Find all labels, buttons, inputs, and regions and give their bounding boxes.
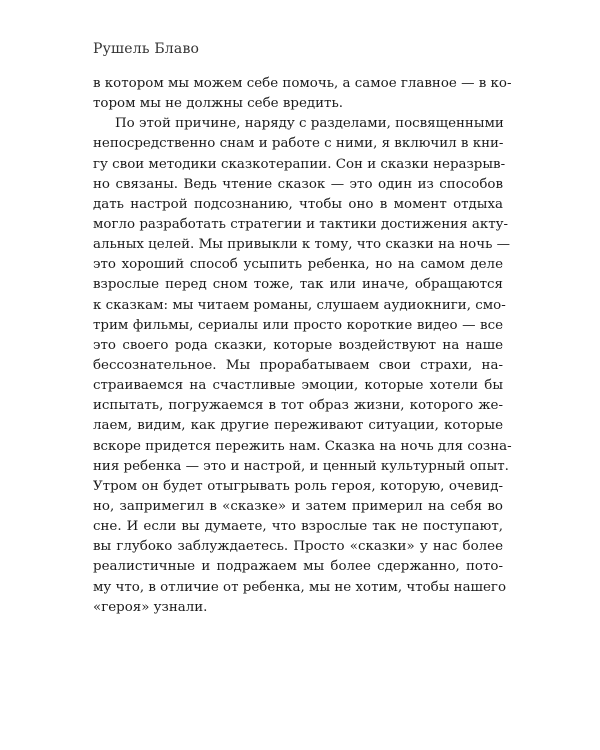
text-line: трим фильмы, сериалы или просто короткие видео — все <box>93 317 503 333</box>
text-line: му что, в отличие от ребенка, мы не хотим, чтобы нашего <box>93 579 507 595</box>
text-line: Утром он будет отыгрывать роль героя, которую, очевид- <box>93 478 503 494</box>
text-line: дать настрой подсознанию, чтобы оно в момент отдыха <box>93 196 503 212</box>
text-line: страиваемся на счастливые эмоции, которые хотели бы <box>93 378 503 394</box>
text-line: сне. И если вы думаете, что взрослые так не поступают, <box>93 519 503 535</box>
text-line: в котором мы можем себе помочь, а самое главное — в ко- <box>93 76 512 91</box>
text-line: вы глубоко заблуждаетесь. Просто «сказки» у нас более <box>93 539 503 555</box>
text-line: вскоре придется пережить нам. Сказка на ночь для созна- <box>93 438 512 454</box>
text-line: лаем, видим, как другие переживают ситуации, которые <box>93 418 503 434</box>
text-line: испытать, погружаемся в тот образ жизни, которого же- <box>93 398 503 414</box>
text-line: но, запримегил в «сказке» и затем примерил на себя во <box>93 498 503 514</box>
text-line: это своего рода сказки, которые воздействуют на наше <box>93 337 503 353</box>
text-line: ния ребенка — это и настрой, и ценный культурный опыт. <box>93 458 509 474</box>
text-line: По этой причине, наряду с разделами, посвященными <box>115 116 504 132</box>
text-line: реалистичные и подражаем мы более сдержанно, пото- <box>93 559 503 575</box>
text-line: «героя» узнали. <box>93 599 208 615</box>
text-line: альных целей. Мы привыкли к тому, что сказки на ночь — <box>93 237 511 253</box>
text-line: гу свои методики сказкотерапии. Сон и сказки неразрыв- <box>93 156 506 172</box>
text-line: непосредственно снам и работе с ними, я включил в кни- <box>93 136 504 152</box>
text-line: к сказкам: мы читаем романы, слушаем аудиокниги, смо- <box>93 297 506 313</box>
running-head: Рушель Блаво <box>93 41 200 57</box>
body-text <box>93 74 512 618</box>
text-line: взрослые перед сном тоже, так или иначе, обращаются <box>93 277 503 293</box>
text-line: но связаны. Ведь чтение сказок — это один из способов <box>93 176 503 192</box>
text-line: тором мы не должны себе вредить. <box>93 96 344 112</box>
text-line: бессознательное. Мы прорабатываем свои страхи, на- <box>93 357 503 373</box>
text-line: могло разработать стратегии и тактики достижения акту- <box>93 216 509 232</box>
text-line: это хороший способ усыпить ребенка, но на самом деле <box>93 257 503 273</box>
